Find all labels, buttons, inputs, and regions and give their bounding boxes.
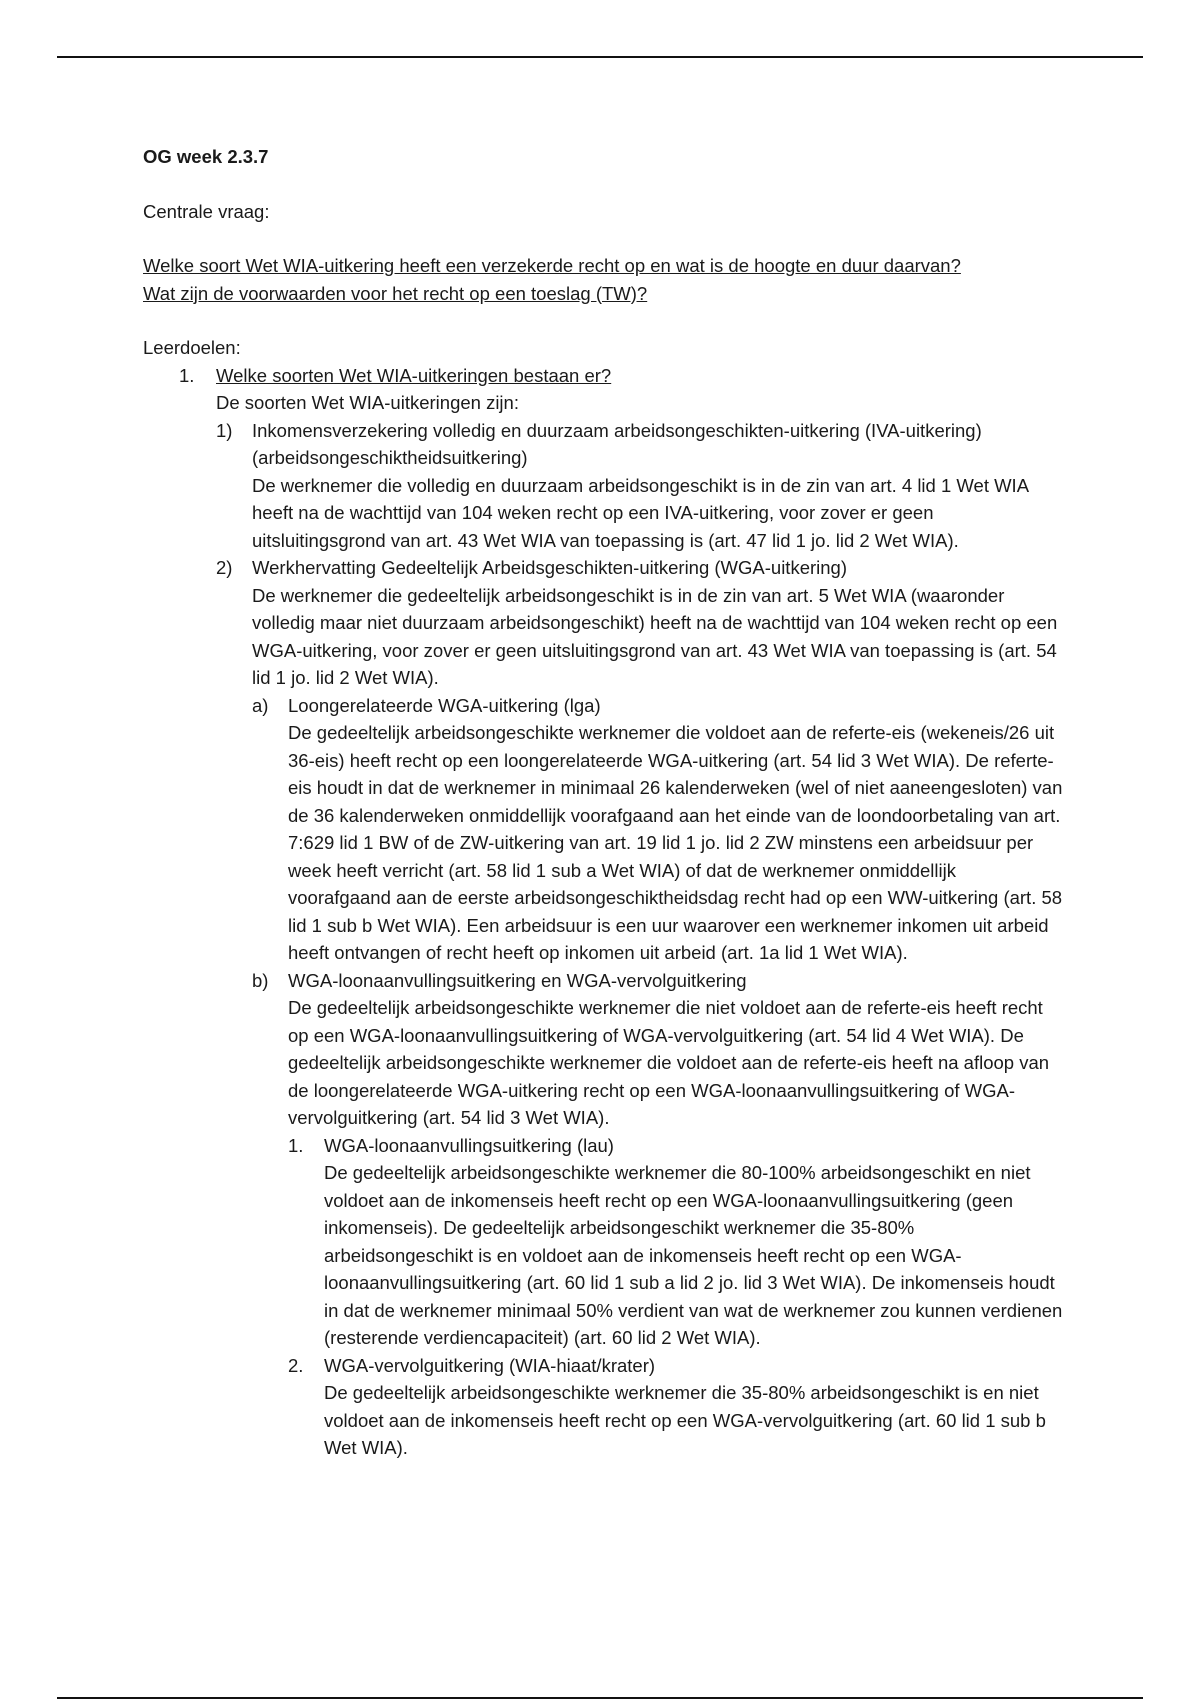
document-body <box>143 143 1063 1462</box>
benefit-type-wga-title: Werkhervatting Gedeeltelijk Arbeidsgeschikten-uitkering (WGA-uitkering) <box>252 557 847 578</box>
wga-sub-follow-up-title: WGA-loonaanvullingsuitkering en WGA-vervolguitkering <box>288 969 747 991</box>
list-marker: 1) <box>216 419 233 441</box>
central-question <box>143 252 1063 307</box>
list-marker: 2) <box>216 557 233 578</box>
benefit-type-iva-body: De werknemer die volledig en duurzaam arbeidsongeschikt is in de zin van art. 4 lid 1 Wet WIA heeft na de wachttijd van 104 weken recht op een IVA-uitkering, voor zover er geen uitsluitingsgrond van art. 43 Wet WIA van toepassing is (art. 47 lid 1 jo. lid 2 Wet WIA). <box>252 474 1029 551</box>
benefit-type-iva <box>216 417 1063 555</box>
wga-sub-lga-title: Loongerelateerde WGA-uitkering (lga) <box>288 694 601 716</box>
wga-lau <box>288 1132 1063 1352</box>
list-marker: 2. <box>288 1354 304 1376</box>
wga-sub-lga-body: De gedeeltelijk arbeidsongeschikte werknemer die voldoet aan de referte-eis (wekeneis/26 uit 36-eis) heeft recht op een loongerelateerde WGA-uitkering (art. 54 lid 3 Wet WIA). De referte-eis houdt in dat de werknemer in minimaal 26 kalenderweken (wel of niet aaneengesloten) van de 36 kalenderweken onmiddellijk voorafgaand aan het einde van de loondoorbetaling van art. 7:629 lid 1 BW of de ZW-uitkering van art. 19 lid 1 jo. lid 2 ZW minstens een arbeidsuur per week heeft verricht (art. 58 lid 1 sub a Wet WIA) of dat de werknemer onmiddellijk voorafgaand aan de eerste arbeidsongeschiktheidsdag recht had op een WW-uitkering (art. 58 lid 1 sub b Wet WIA). Een arbeidsuur is een uur waarover een werknemer inkomen uit arbeid heeft ontvangen of recht heeft op inkomen uit arbeid (art. 1a lid 1 Wet WIA). <box>288 722 1063 963</box>
wga-vervolg-body: De gedeeltelijk arbeidsongeschikte werknemer die 35-80% arbeidsongeschikt is en niet voldoet aan de inkomenseis heeft recht op een WGA-vervolguitkering (art. 60 lid 1 sub b Wet WIA). <box>324 1382 1046 1458</box>
footer-rule <box>57 1697 1143 1699</box>
wga-sub-lga <box>252 692 1063 967</box>
central-question-line-2: Wat zijn de voorwaarden voor het recht op een toeslag (TW)? <box>143 282 648 304</box>
benefit-type-wga <box>216 554 1063 1462</box>
learning-goal-1 <box>143 362 1063 1462</box>
central-question-label: Centrale vraag: <box>143 200 270 222</box>
list-marker: 1. <box>179 364 195 386</box>
benefit-type-wga-body: De werknemer die gedeeltelijk arbeidsongeschikt is in de zin van art. 5 Wet WIA (waaronder volledig maar niet duurzaam arbeidsongeschikt) heeft na de wachttijd van 104 weken recht op een WGA-uitkering, voor zover er geen uitsluitingsgrond van art. 43 Wet WIA van toepassing is (art. 54 lid 1 jo. lid 2 Wet WIA). <box>252 584 1058 688</box>
central-question-line-1: Welke soort Wet WIA-uitkering heeft een verzekerde recht op en wat is de hoogte en duur daarvan? <box>143 255 961 276</box>
document-title: OG week 2.3.7 <box>143 146 269 167</box>
wga-vervolg <box>288 1352 1063 1462</box>
wga-sub-follow-up-body: De gedeeltelijk arbeidsongeschikte werknemer die niet voldoet aan de referte-eis heeft recht op een WGA-loonaanvullingsuitkering of WGA-vervolguitkering (art. 54 lid 4 Wet WIA). De gedeeltelijk arbeidsongeschikte werknemer die voldoet aan de referte-eis heeft na afloop van de loongerelateerde WGA-uitkering recht op een WGA-loonaanvullingsuitkering of WGA-vervolguitkering (art. 54 lid 3 Wet WIA). <box>288 997 1050 1128</box>
list-marker: 1. <box>288 1134 304 1156</box>
learning-goal-1-title: Welke soorten Wet WIA-uitkeringen bestaan er? <box>216 364 612 386</box>
list-marker: a) <box>252 694 269 716</box>
learning-goal-1-intro: De soorten Wet WIA-uitkeringen zijn: <box>216 392 519 413</box>
wga-sub-follow-up <box>252 967 1063 1462</box>
wga-vervolg-title: WGA-vervolguitkering (WIA-hiaat/krater) <box>324 1354 656 1376</box>
benefit-type-iva-title: Inkomensverzekering volledig en duurzaam arbeidsongeschikten-uitkering (IVA-uitkering)(arbeidsongeschiktheidsuitkering) <box>252 419 982 468</box>
list-marker: b) <box>252 969 269 991</box>
header-rule <box>57 56 1143 58</box>
wga-lau-body: De gedeeltelijk arbeidsongeschikte werknemer die 80-100% arbeidsongeschikt en niet voldoet aan de inkomenseis heeft recht op een WGA-loonaanvullingsuitkering (geen inkomenseis). De gedeeltelijk arbeidsongeschikt werknemer die 35-80% arbeidsongeschikt is en voldoet aan de inkomenseis heeft recht op een WGA-loonaanvullingsuitkering (art. 60 lid 1 sub a lid 2 jo. lid 3 Wet WIA). De inkomenseis houdt in dat de werknemer minimaal 50% verdient van wat de werknemer zou kunnen verdienen (resterende verdiencapaciteit) (art. 60 lid 2 Wet WIA). <box>324 1162 1063 1348</box>
wga-lau-title: WGA-loonaanvullingsuitkering (lau) <box>324 1134 614 1156</box>
learning-goals-label: Leerdoelen: <box>143 337 241 358</box>
